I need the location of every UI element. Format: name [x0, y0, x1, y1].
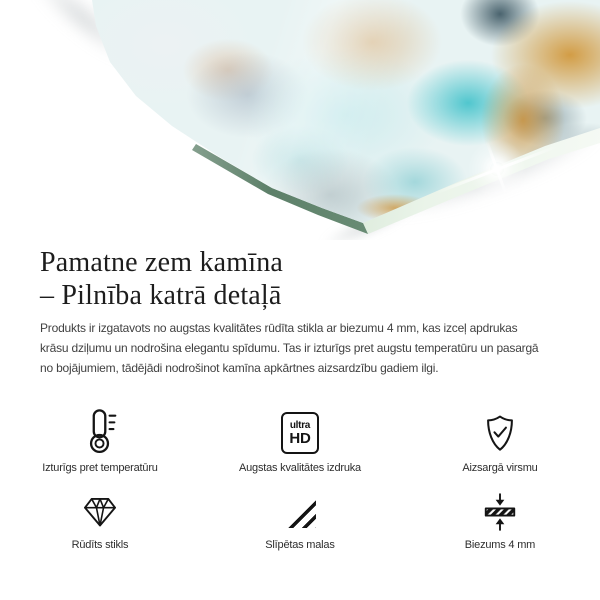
ultra-hd-icon-text-top: ultra	[289, 419, 311, 431]
feature-label: Izturīgs pret temperatūru	[42, 462, 158, 474]
description-line: krāsu dziļumu un nodrošina elegantu spīdumu. Tas ir izturīgs pret augstu temperatūru un pasargā	[40, 341, 539, 355]
diamond-icon	[81, 495, 119, 529]
description-line: no bojājumiem, tādējādi nodrošinot kamīna apkārtnes aizsardzību gadiem ilgi.	[40, 361, 439, 375]
page-title-line2: – Pilnība katrā detaļā	[40, 280, 282, 311]
feature-tempered-glass	[0, 493, 200, 552]
description-line: Produkts ir izgatavots no augstas kvalitātes rūdīta stikla ar biezumu 4 mm, kas izceļ apdrukas	[40, 321, 518, 335]
page-title	[40, 246, 560, 312]
feature-surface-protection	[400, 404, 600, 475]
icon-wrap	[83, 404, 117, 454]
product-photo	[0, 0, 600, 240]
feature-temperature-resistant	[0, 404, 200, 475]
ultra-hd-icon-text-bottom: HD	[289, 429, 311, 447]
ultra-hd-icon	[281, 412, 319, 454]
feature-label: Augstas kvalitātes izdruka	[238, 462, 361, 474]
feature-print-quality	[200, 404, 400, 475]
page-title-line1: Pamatne zem kamīna	[40, 247, 284, 278]
feature-label: Aizsargā virsmu	[462, 462, 538, 474]
feature-thickness	[400, 493, 600, 552]
feature-label: Slīpētas malas	[265, 539, 335, 551]
feature-beveled-edges	[200, 493, 400, 552]
icon-wrap	[483, 404, 517, 454]
icon-wrap	[282, 493, 318, 531]
icon-wrap	[81, 493, 119, 531]
shield-check-icon	[483, 414, 517, 454]
product-description	[40, 318, 560, 378]
features-grid	[0, 404, 600, 552]
compressed-thickness-icon	[481, 493, 519, 531]
thermometer-icon	[83, 408, 117, 454]
text-content	[0, 246, 600, 378]
icon-wrap	[281, 404, 319, 454]
icon-wrap	[481, 493, 519, 531]
feature-label: Biezums 4 mm	[464, 539, 536, 551]
beveled-edges-icon	[282, 494, 318, 530]
feature-label: Rūdīts stikls	[71, 539, 129, 551]
